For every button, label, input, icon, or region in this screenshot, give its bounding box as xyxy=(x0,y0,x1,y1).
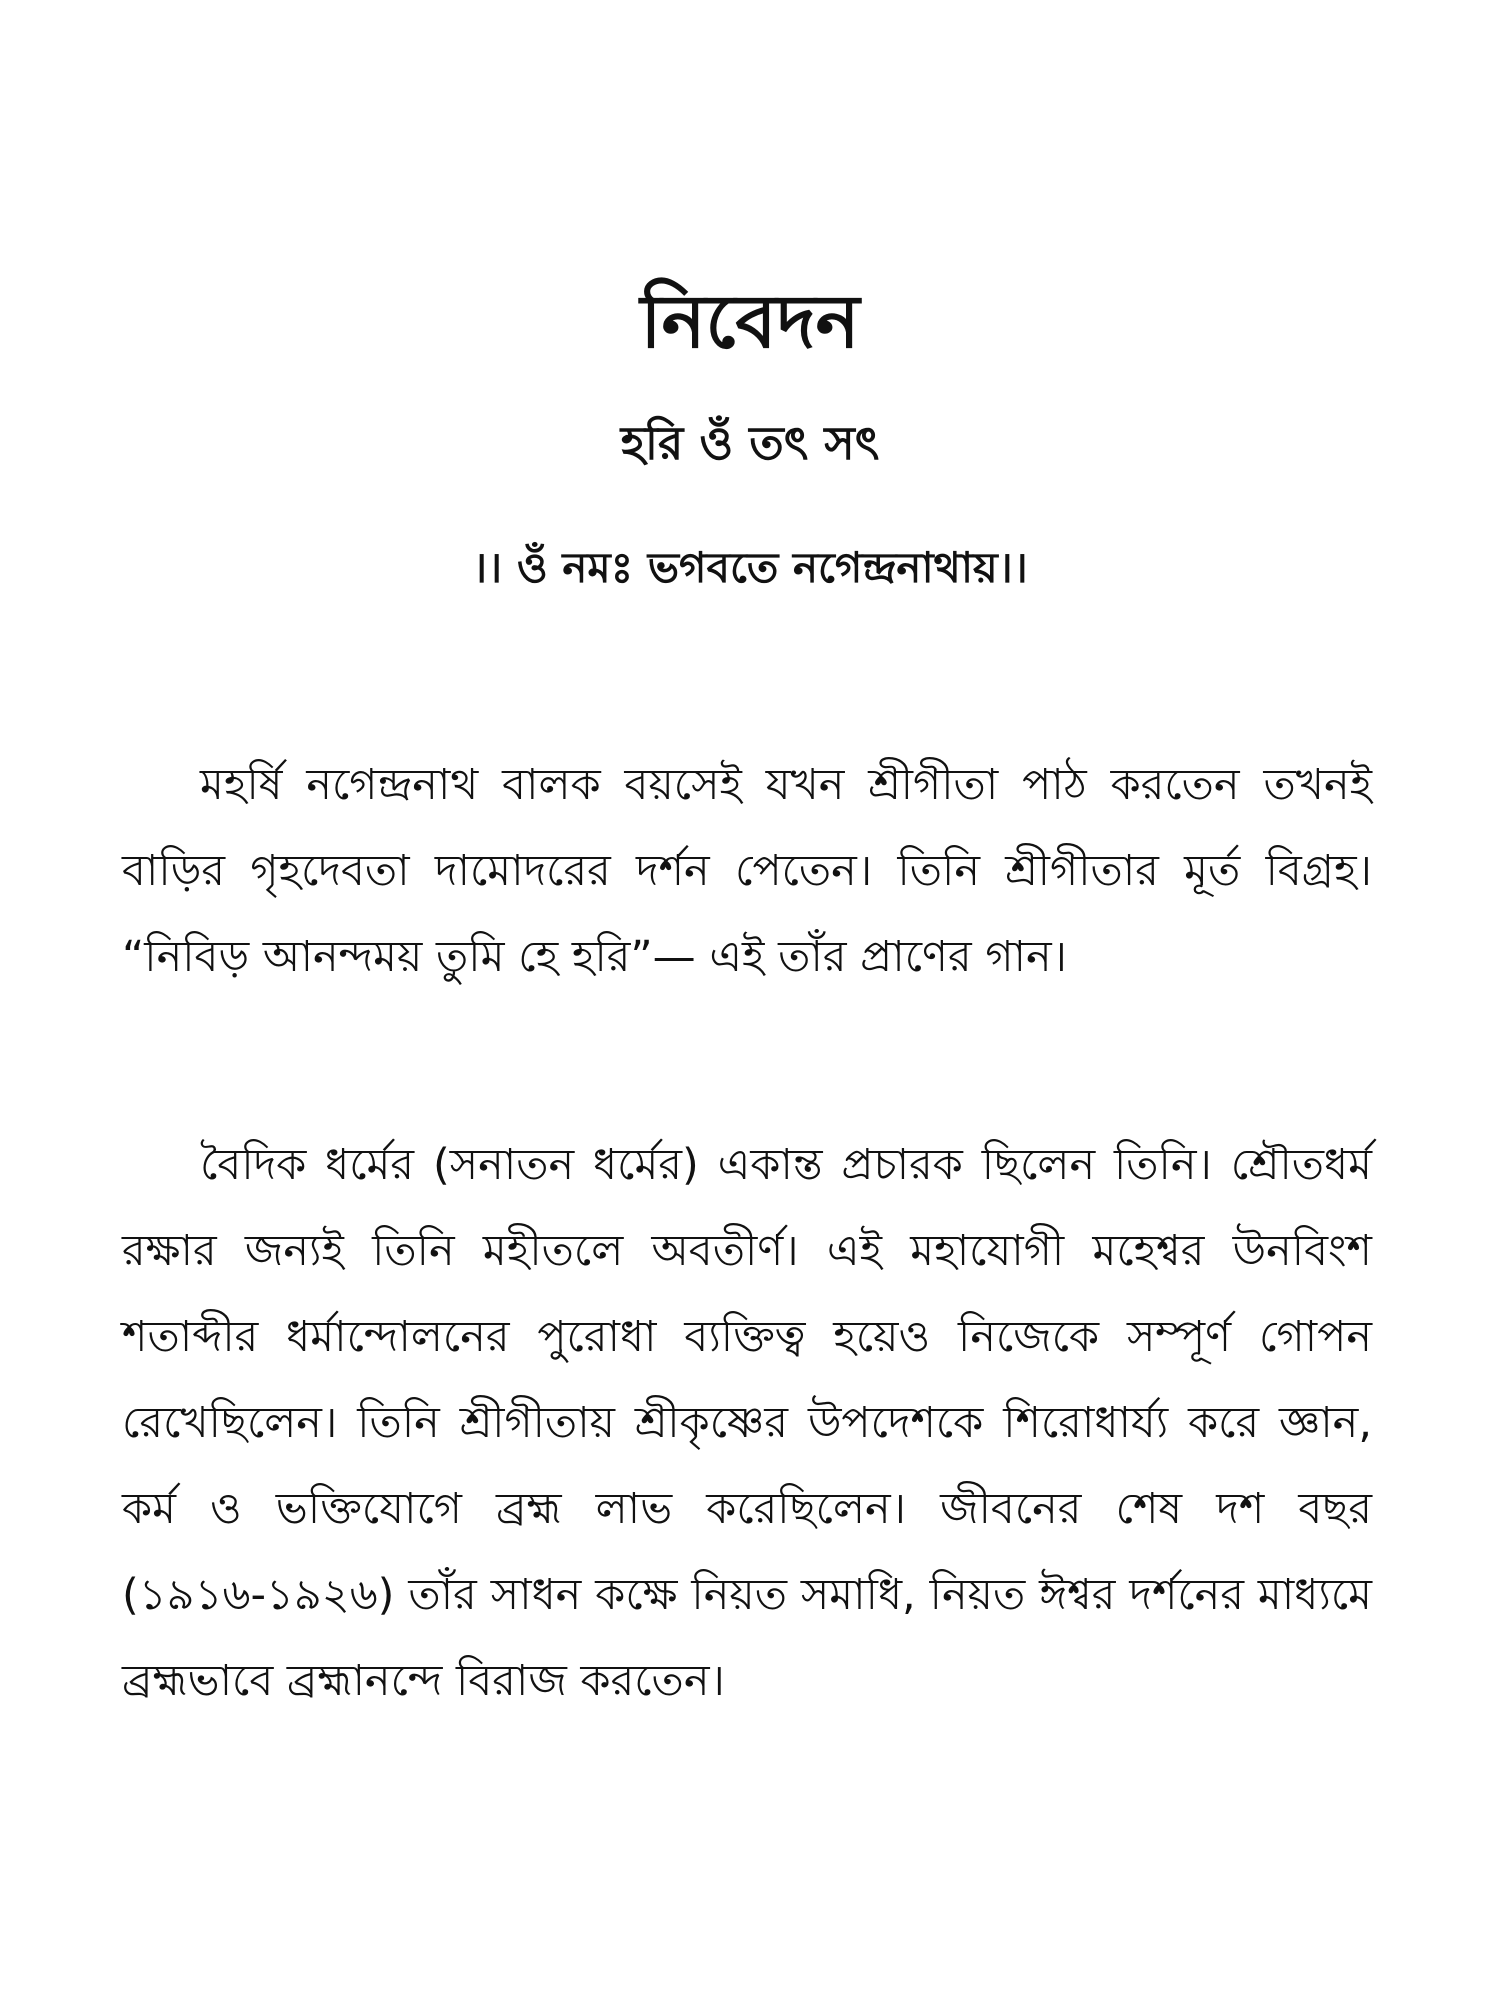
invocation-line: ।। ওঁ নমঃ ভগবতে নগেন্দ্রনাথায়।। xyxy=(472,543,1028,592)
page-title: নিবেদন xyxy=(640,279,860,365)
paragraph-1-block xyxy=(122,742,1372,1000)
paragraph-2-block xyxy=(122,1122,1372,1724)
paragraph-1: মহর্ষি নগেন্দ্রনাথ বালক বয়সেই যখন শ্রীগীতা পাঠ করতেন তখনই বাড়ির গৃহদেবতা দামোদরের দর্শন পেতেন। তিনি শ্রীগীতার মূর্ত বিগ্রহ। “নিবিড় আনন্দময় তুমি হে হরি”— এই তাঁর প্রাণের গান। xyxy=(122,760,1372,982)
page-subtitle: হরি ওঁ তৎ সৎ xyxy=(620,416,880,470)
paragraph-2: বৈদিক ধর্মের (সনাতন ধর্মের) একান্ত প্রচারক ছিলেন তিনি। শ্রৌতধর্ম রক্ষার জন্যই তিনি মহীতলে অবতীর্ণ। এই মহাযোগী মহেশ্বর উনবিংশ শতাব্দীর ধর্মান্দোলনের পুরোধা ব্যক্তিত্ব হয়েও নিজেকে সম্পূর্ণ গোপন রেখেছিলেন। তিনি শ্রীগীতায় শ্রীকৃষ্ণের উপদেশকে শিরোধার্য্য করে জ্ঞান, কর্ম ও ভক্তিযোগে ব্রহ্ম লাভ করেছিলেন। জীবনের শেষ দশ বছর (১৯১৬-১৯২৬) তাঁর সাধন কক্ষে নিয়ত সমাধি, নিয়ত ঈশ্বর দর্শনের মাধ্যমে ব্রহ্মভাবে ব্রহ্মানন্দে বিরাজ করতেন। xyxy=(122,1140,1372,1706)
